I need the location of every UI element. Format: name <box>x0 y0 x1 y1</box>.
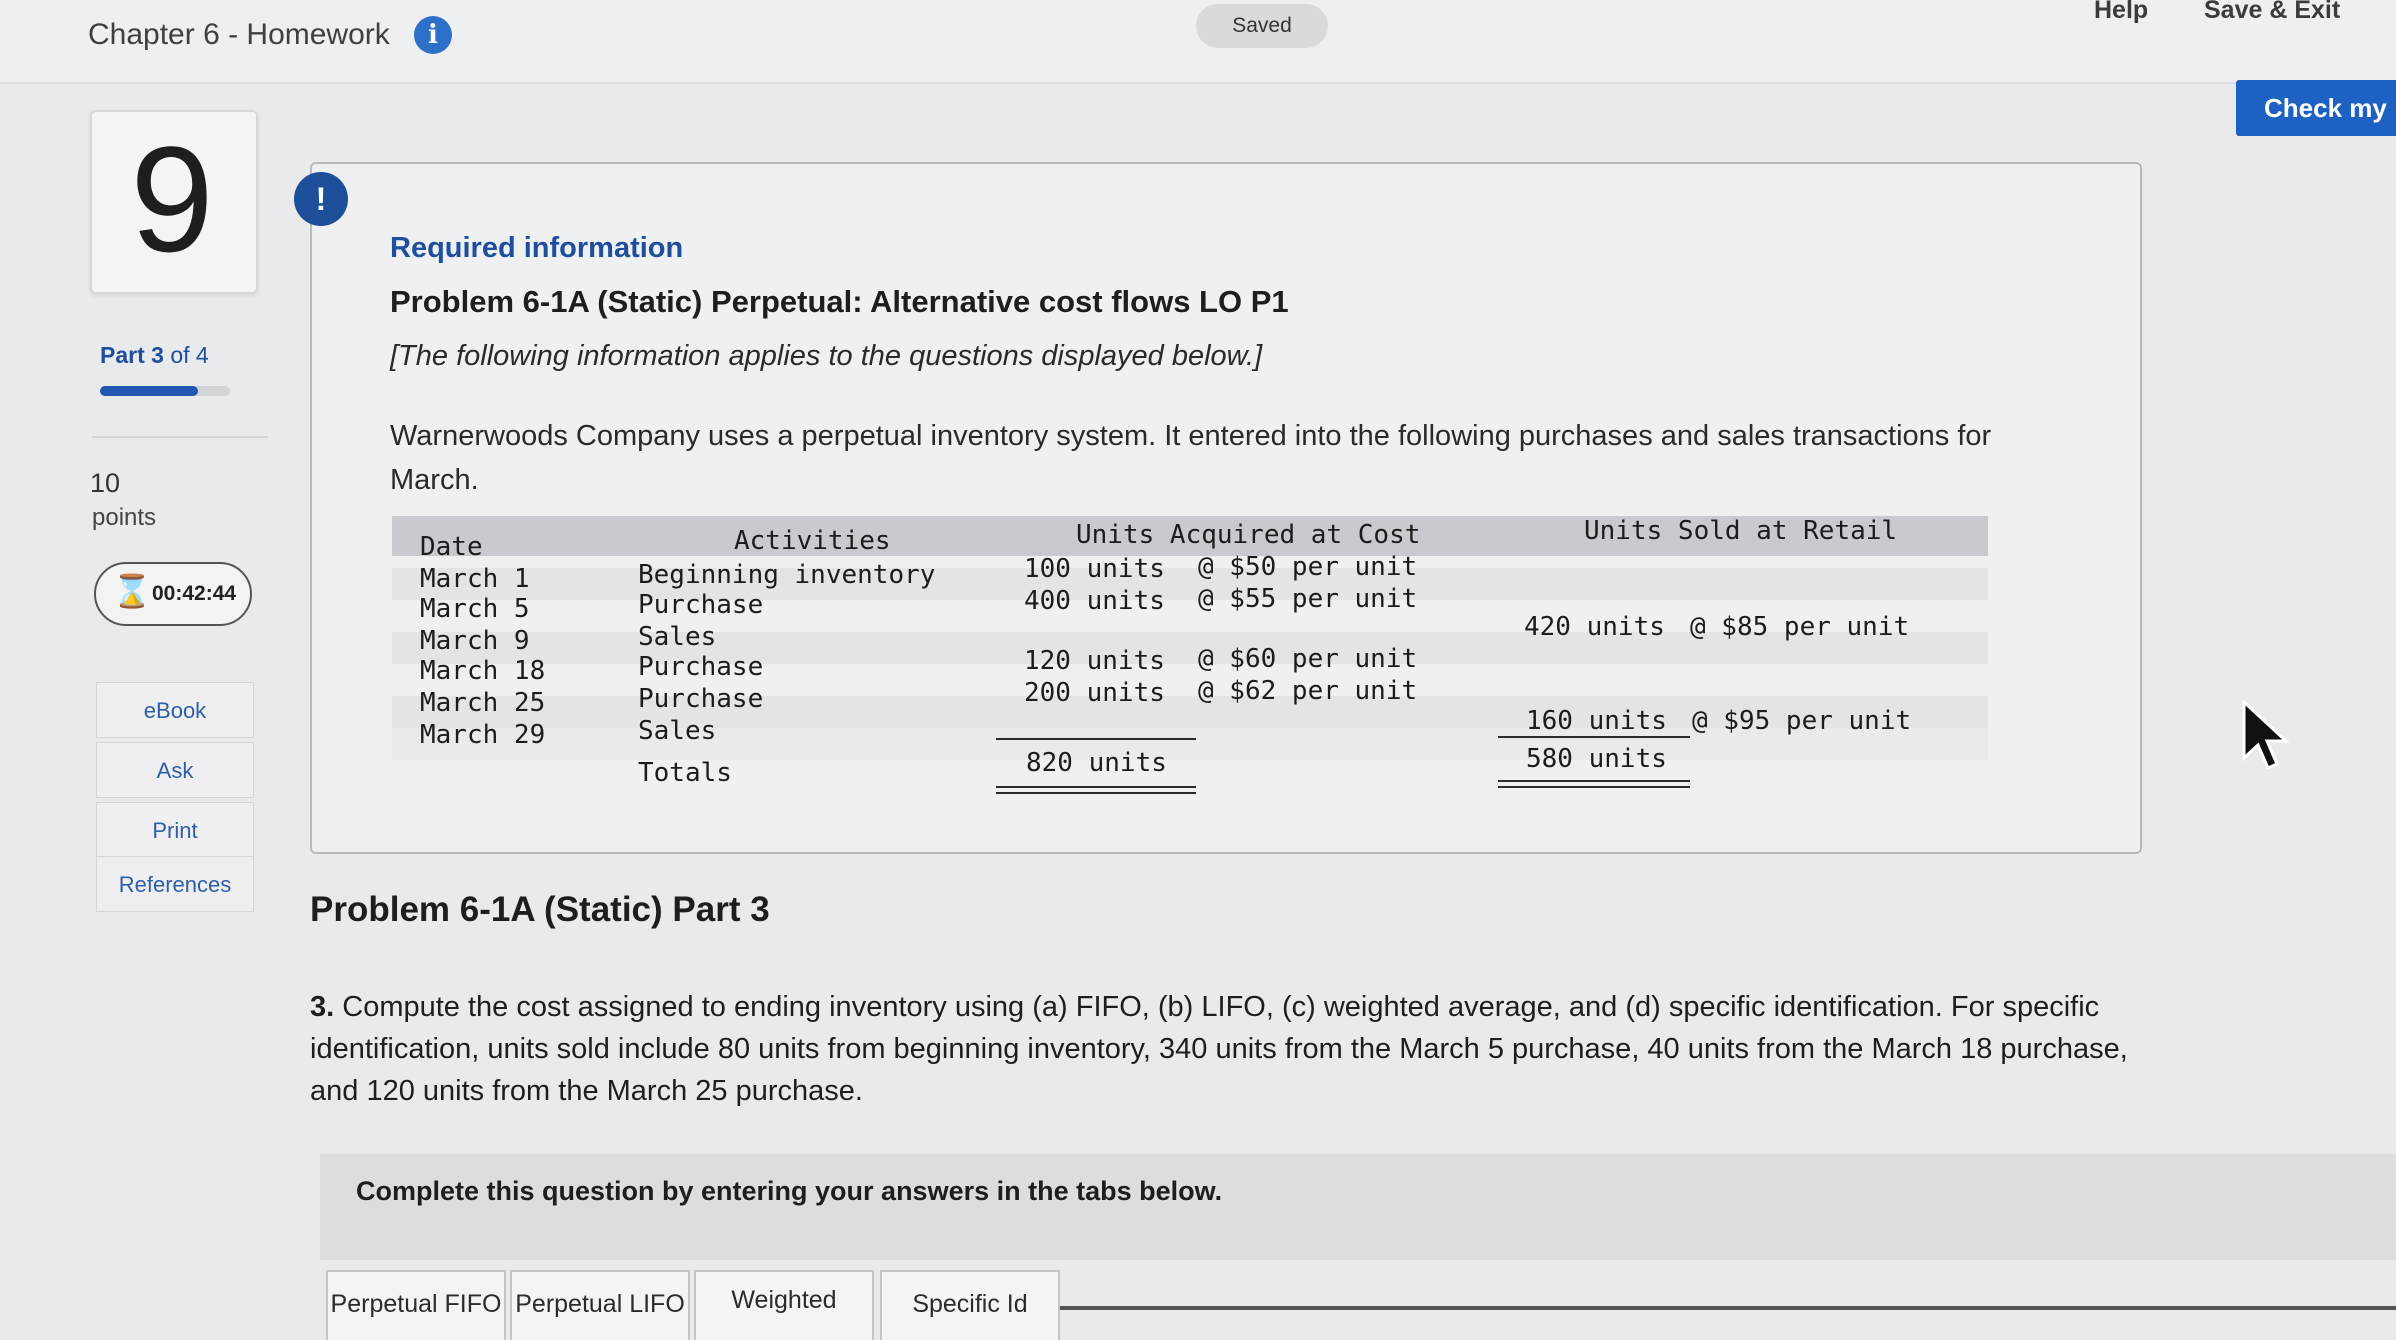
total-acquired: 820 units <box>1026 748 1167 778</box>
tab-perpetual-fifo[interactable]: Perpetual FIFO <box>326 1270 506 1340</box>
part-total: of 4 <box>170 342 209 368</box>
tab-specific-id[interactable]: Specific Id <box>880 1270 1060 1340</box>
divider <box>92 436 268 438</box>
check-my-work-button[interactable]: Check my <box>2236 80 2396 136</box>
col-header-activities: Activities <box>734 526 891 556</box>
points-value: 10 <box>90 468 121 498</box>
instructions-text: Complete this question by entering your answers in the tabs below. <box>356 1176 1223 1206</box>
info-note: [The following information applies to the questions displayed below.] <box>390 340 1263 372</box>
cell-date: March 9 <box>420 626 530 656</box>
cell-activity: Purchase <box>638 590 764 620</box>
alert-icon: ! <box>294 172 348 226</box>
cell-acq-cost: @ $55 per unit <box>1198 584 1418 614</box>
ebook-button[interactable]: eBook <box>96 682 254 738</box>
part-current: Part 3 <box>100 342 164 368</box>
col-header-acquired: Units Acquired at Cost <box>1076 520 1421 550</box>
cell-acq-cost: @ $60 per unit <box>1198 644 1418 674</box>
cell-date: March 5 <box>420 594 530 624</box>
problem-title: Problem 6-1A (Static) Perpetual: Alternative cost flows LO P1 <box>390 284 1289 319</box>
cell-sold-units: 420 units <box>1524 612 1665 642</box>
cell-acq-units: 400 units <box>1024 586 1165 616</box>
total-double-rule <box>1498 780 1690 782</box>
cell-activity: Sales <box>638 622 717 652</box>
cell-date: March 18 <box>420 656 546 686</box>
print-button[interactable]: Print <box>96 802 254 858</box>
help-button[interactable]: Help <box>2094 0 2149 24</box>
tab-perpetual-lifo[interactable]: Perpetual LIFO <box>510 1270 690 1340</box>
cell-acq-cost: @ $50 per unit <box>1198 552 1418 582</box>
cell-activity: Sales <box>638 716 717 746</box>
timer-value: 00:42:44 <box>152 582 237 605</box>
subtotal-rule <box>996 738 1196 740</box>
info-icon[interactable]: i <box>414 16 452 54</box>
total-double-rule <box>1498 786 1690 788</box>
cell-date: March 1 <box>420 564 530 594</box>
ask-button[interactable]: Ask <box>96 742 254 798</box>
question-number: 9 <box>130 115 214 283</box>
subtotal-rule <box>1498 736 1690 738</box>
references-button[interactable]: References <box>96 856 254 912</box>
cursor-icon <box>2240 700 2300 780</box>
cell-date: March 29 <box>420 720 546 750</box>
cell-acq-units: 200 units <box>1024 678 1165 708</box>
cell-activity: Beginning inventory <box>638 560 936 590</box>
col-header-sold: Units Sold at Retail <box>1584 516 1898 546</box>
cell-activity: Purchase <box>638 684 764 714</box>
chapter-title: Chapter 6 - Homework <box>88 18 390 51</box>
totals-label: Totals <box>638 758 732 788</box>
points-label: points <box>92 504 157 531</box>
tab-bar-rule <box>1060 1306 2396 1310</box>
total-double-rule <box>996 792 1196 794</box>
cell-acq-units: 100 units <box>1024 554 1165 584</box>
tab-weighted[interactable]: Weighted <box>694 1270 874 1340</box>
total-sold: 580 units <box>1526 744 1667 774</box>
total-double-rule <box>996 786 1196 788</box>
row-band <box>392 568 1988 600</box>
part-indicator <box>100 342 209 369</box>
hourglass-icon: ⌛ <box>112 573 152 609</box>
cell-sold-price: @ $95 per unit <box>1692 706 1912 736</box>
cell-sold-units: 160 units <box>1526 706 1667 736</box>
save-exit-button[interactable]: Save & Exit <box>2204 0 2341 24</box>
part-progress-fill <box>100 386 198 396</box>
question-number-label: 3. <box>310 991 335 1023</box>
instructions-banner <box>320 1154 2396 1260</box>
question-text <box>310 986 2150 1112</box>
saved-status: Saved <box>1196 4 1328 48</box>
part3-title: Problem 6-1A (Static) Part 3 <box>310 890 770 929</box>
cell-acq-units: 120 units <box>1024 646 1165 676</box>
cell-sold-price: @ $85 per unit <box>1690 612 1910 642</box>
cell-date: March 25 <box>420 688 546 718</box>
cell-activity: Purchase <box>638 652 764 682</box>
col-header-date: Date <box>420 532 483 562</box>
required-info-heading: Required information <box>390 232 684 264</box>
problem-description: Warnerwoods Company uses a perpetual inventory system. It entered into the following purchases and sales transactions for March. <box>390 420 1992 496</box>
cell-acq-cost: @ $62 per unit <box>1198 676 1418 706</box>
question-body: Compute the cost assigned to ending inventory using (a) FIFO, (b) LIFO, (c) weighted average, and (d) specific identification. For specific identification, units sold include 80 units from beginning inventory, 340 units from the March 5 purchase, 40 units from the March 18 purchase, and 120 units from the March 25 purchase. <box>310 991 2128 1107</box>
